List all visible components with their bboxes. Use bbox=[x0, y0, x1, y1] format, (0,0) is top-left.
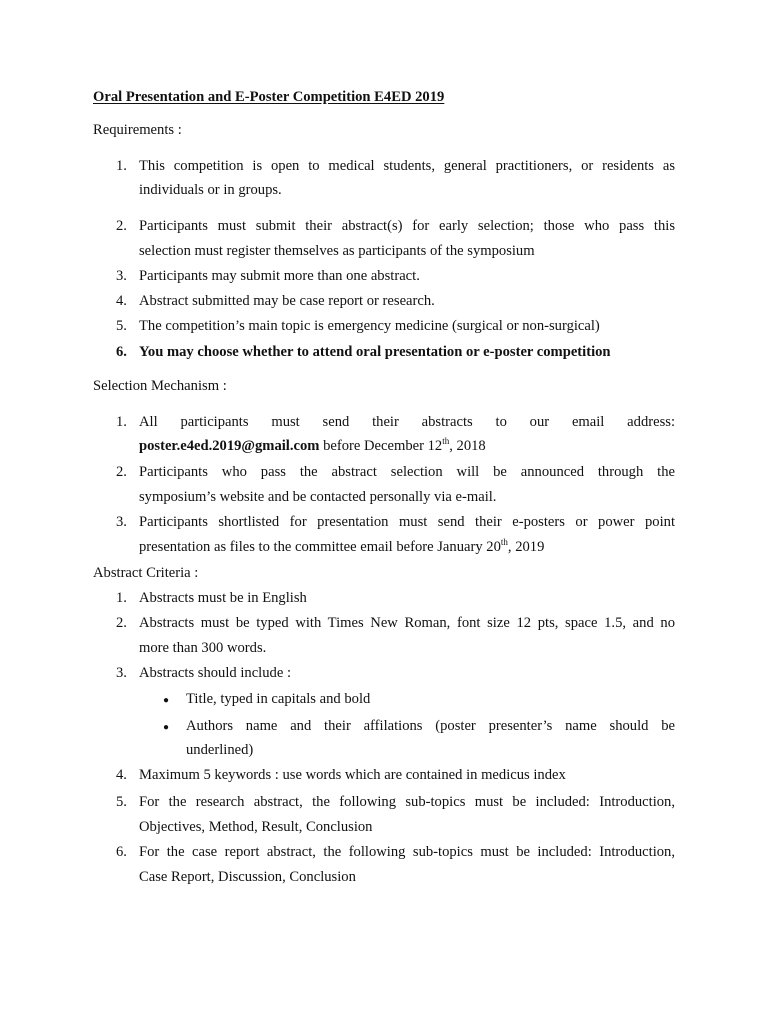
list-item-text: Abstract submitted may be case report or research. bbox=[139, 293, 435, 309]
list-number: 2. bbox=[116, 464, 127, 480]
list-item-text: presentation as files to the committee email before January 20th, 2019 bbox=[139, 537, 545, 555]
list-item-text: This competition is open to medical students, general practitioners, or residents as bbox=[139, 158, 675, 174]
list-item-text: selection must register themselves as participants of the symposium bbox=[139, 243, 535, 259]
bullet-item-text: Title, typed in capitals and bold bbox=[186, 691, 371, 707]
criteria-heading: Abstract Criteria : bbox=[93, 565, 199, 581]
list-item-text: All participants must send their abstracts to our email address: bbox=[139, 414, 675, 430]
list-item-text: Participants must submit their abstract(s) for early selection; those who pass this bbox=[139, 218, 675, 234]
bullet-icon: ● bbox=[163, 695, 170, 706]
list-number: 3. bbox=[116, 665, 127, 681]
list-item-text: individuals or in groups. bbox=[139, 182, 282, 198]
list-number: 2. bbox=[116, 615, 127, 631]
list-number: 6. bbox=[116, 344, 127, 360]
list-item-text: For the case report abstract, the following sub-topics must be included: Introduction, bbox=[139, 844, 675, 860]
list-item-text: more than 300 words. bbox=[139, 640, 267, 656]
bullet-icon: ● bbox=[163, 722, 170, 733]
list-number: 6. bbox=[116, 844, 127, 860]
list-number: 3. bbox=[116, 514, 127, 530]
requirements-heading: Requirements : bbox=[93, 122, 182, 138]
list-number: 4. bbox=[116, 293, 127, 309]
bullet-item-text: Authors name and their affilations (poster presenter’s name should be bbox=[186, 718, 675, 734]
list-item-text: Abstracts must be typed with Times New Roman, font size 12 pts, space 1.5, and no bbox=[139, 615, 675, 631]
list-item-text: Participants shortlisted for presentation must send their e-posters or power point bbox=[139, 514, 675, 530]
list-number: 2. bbox=[116, 218, 127, 234]
list-number: 5. bbox=[116, 794, 127, 810]
list-item-text: Case Report, Discussion, Conclusion bbox=[139, 869, 356, 885]
list-item-text: The competition’s main topic is emergency medicine (surgical or non-surgical) bbox=[139, 318, 600, 334]
list-item-text: Abstracts must be in English bbox=[139, 590, 307, 606]
list-item-text: Abstracts should include : bbox=[139, 665, 291, 681]
list-item-text: poster.e4ed.2019@gmail.com before December 12th, 2018 bbox=[139, 436, 486, 454]
list-item-text: symposium’s website and be contacted personally via e-mail. bbox=[139, 489, 497, 505]
list-item-text: You may choose whether to attend oral presentation or e-poster competition bbox=[139, 344, 611, 360]
list-number: 1. bbox=[116, 414, 127, 430]
list-number: 1. bbox=[116, 590, 127, 606]
list-item-text: Maximum 5 keywords : use words which are contained in medicus index bbox=[139, 767, 566, 783]
list-number: 5. bbox=[116, 318, 127, 334]
bullet-item-text: underlined) bbox=[186, 742, 254, 758]
list-item-text: Objectives, Method, Result, Conclusion bbox=[139, 819, 373, 835]
document-title: Oral Presentation and E-Poster Competition E4ED 2019 bbox=[93, 89, 445, 105]
list-item-text: For the research abstract, the following sub-topics must be included: Introduction, bbox=[139, 794, 675, 810]
list-item-text: Participants may submit more than one abstract. bbox=[139, 268, 420, 284]
list-number: 1. bbox=[116, 158, 127, 174]
list-number: 4. bbox=[116, 767, 127, 783]
list-item-text: Participants who pass the abstract selection will be announced through the bbox=[139, 464, 675, 480]
email-address: poster.e4ed.2019@gmail.com bbox=[139, 438, 320, 454]
selection-heading: Selection Mechanism : bbox=[93, 378, 227, 394]
list-number: 3. bbox=[116, 268, 127, 284]
